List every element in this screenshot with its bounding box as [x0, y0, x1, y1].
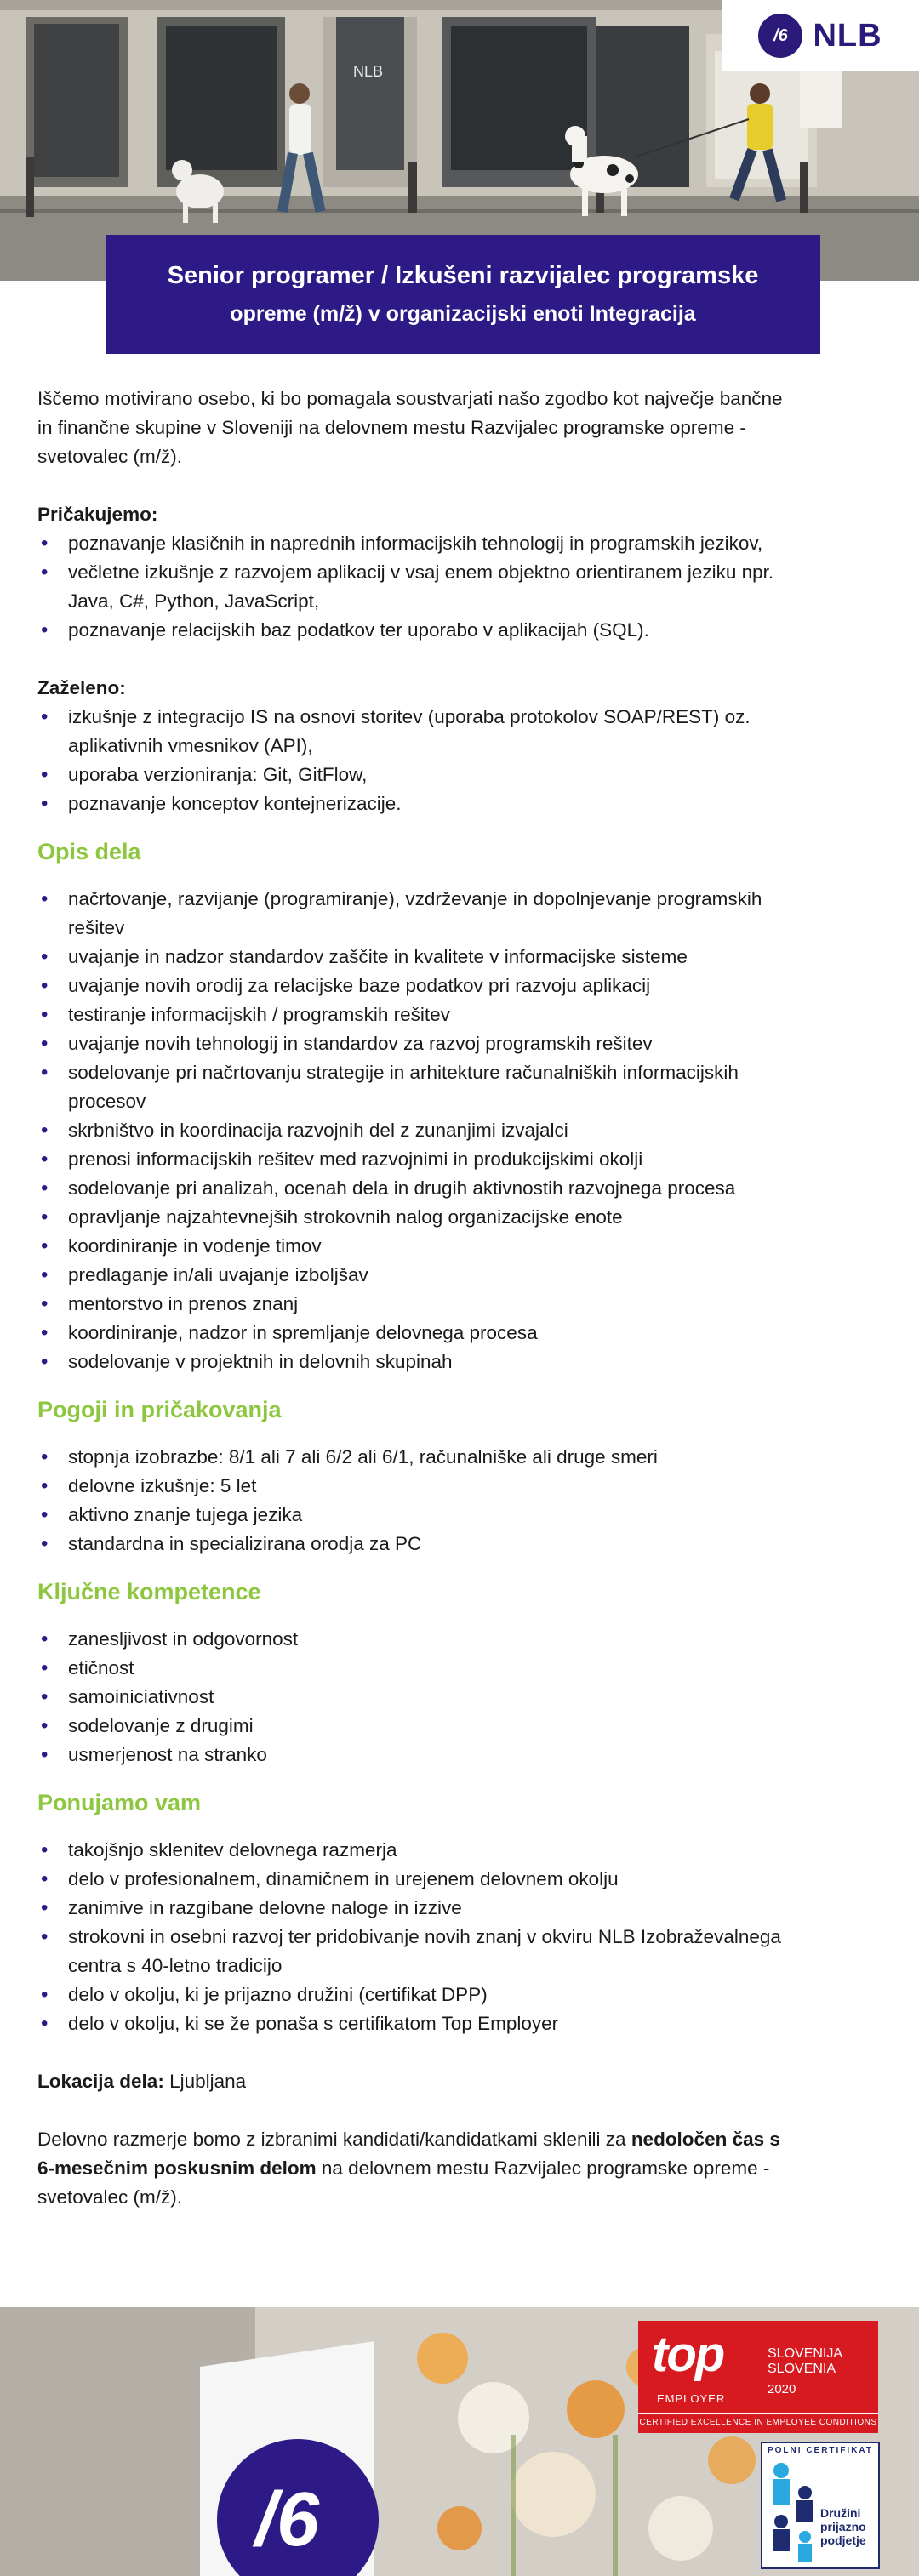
list-item: • zanesljivost in odgovornost — [37, 1625, 885, 1654]
nlb-logo-mark: /6 — [758, 14, 802, 58]
list-item: • večletne izkušnje z razvojem aplikacij v vsaj enem objektno orientiranem jeziku npr. — [37, 558, 885, 587]
list-item-text: Java, C#, Python, JavaScript, — [68, 590, 320, 612]
section-heading-conditions: Pogoji in pričakovanja — [37, 1397, 282, 1422]
intro-line: in finančne skupine v Sloveniji na delovnem mestu Razvijalec programske opreme - — [37, 417, 746, 438]
list-item: • sodelovanje pri analizah, ocenah dela in drugih aktivnostih razvojnega procesa — [37, 1174, 885, 1203]
closing-bold-text: 6-mesečnim poskusnim delom — [37, 2157, 317, 2179]
list-item: • uvajanje in nadzor standardov zaščite in kvalitete v informacijske sisteme — [37, 943, 885, 972]
list-item: • delo v okolju, ki se že ponaša s certifikatom Top Employer — [37, 2009, 885, 2038]
closing-text: na delovnem mestu Razvijalec programske opreme - — [316, 2157, 770, 2179]
family-figures-icon — [764, 2459, 820, 2566]
job-title-line-2: opreme (m/ž) v organizacijski enoti Integracija — [230, 302, 696, 326]
list-item: • strokovni in osebni razvoj ter pridobivanje novih znanj v okviru NLB Izobraževalnega — [37, 1923, 885, 1952]
closing-line-2 — [37, 2154, 885, 2183]
list-item: • samoiniciativnost — [37, 1683, 885, 1712]
list-item: • etičnost — [37, 1654, 885, 1683]
list-item-text: centra s 40-letno tradicijo — [68, 1955, 283, 1976]
cert-text — [820, 2506, 866, 2547]
list-item: • koordiniranje in vodenje timov — [37, 1232, 885, 1261]
closing-bold-text: nedoločen čas s — [631, 2129, 780, 2150]
offer-list — [37, 1836, 885, 2038]
list-item: • aktivno znanje tujega jezika — [37, 1501, 885, 1530]
list-item: • predlaganje in/ali uvajanje izboljšav — [37, 1261, 885, 1290]
section-heading-job-description: Opis dela — [37, 839, 141, 864]
section-heading-offer: Ponujamo vam — [37, 1790, 202, 1815]
expectations-list — [37, 529, 885, 645]
desired-list — [37, 703, 885, 818]
cert-line: podjetje — [820, 2533, 866, 2547]
top-country-si: SLOVENIJA — [768, 2346, 843, 2361]
section-heading-competences: Ključne kompetence — [37, 1579, 261, 1604]
list-item: • testiranje informacijskih / programskih rešitev — [37, 1000, 885, 1029]
list-item-continuation — [37, 587, 885, 616]
list-item: • takojšnjo sklenitev delovnega razmerja — [37, 1836, 885, 1865]
list-item: • izkušnje z integracijo IS na osnovi storitev (uporaba protokolov SOAP/REST) oz. — [37, 703, 885, 732]
list-item: • poznavanje konceptov kontejnerizacije. — [37, 789, 885, 818]
intro-line: svetovalec (m/ž). — [37, 446, 183, 467]
closing-line-3: svetovalec (m/ž). — [37, 2186, 183, 2208]
list-item: • poznavanje relacijskih baz podatkov ter uporabo v aplikacijah (SQL). — [37, 616, 885, 645]
list-item-text: aplikativnih vmesnikov (API), — [68, 735, 313, 756]
nlb-logo — [722, 0, 919, 71]
list-item-continuation — [37, 1952, 885, 1980]
location-label: Lokacija dela: — [37, 2071, 164, 2092]
top-employer-label: EMPLOYER — [657, 2392, 726, 2405]
list-item: • delo v profesionalnem, dinamičnem in urejenem delovnem okolju — [37, 1865, 885, 1894]
top-country — [768, 2346, 842, 2377]
list-item: • standardna in specializirana orodja za PC — [37, 1530, 885, 1559]
list-item: • načrtovanje, razvijanje (programiranje), vzdrževanje in dopolnjevanje programskih — [37, 885, 885, 914]
list-item: • prenosi informacijskih rešitev med razvojnimi in produkcijskimi okolji — [37, 1145, 885, 1174]
banner-sign: NLB — [353, 63, 384, 80]
job-title-line-1: Senior programer / Izkušeni razvijalec programske — [167, 262, 759, 289]
top-tagline: CERTIFIED EXCELLENCE IN EMPLOYEE CONDITIONS — [638, 2413, 878, 2431]
list-item: • sodelovanje pri načrtovanju strategije in arhitekture računalniških informacijskih — [37, 1058, 885, 1087]
location-value: Ljubljana — [169, 2071, 247, 2092]
list-item-text: procesov — [68, 1091, 146, 1112]
footer-logo-mark: /6 — [255, 2477, 320, 2562]
list-item: • usmerjenost na stranko — [37, 1741, 885, 1770]
list-item-continuation — [37, 914, 885, 943]
cert-line: prijazno — [820, 2520, 866, 2533]
closing-line-1 — [37, 2125, 885, 2154]
competences-list — [37, 1625, 885, 1770]
cert-title: POLNI CERTIFIKAT — [767, 2446, 874, 2455]
job-description-body — [37, 385, 885, 2212]
list-item-continuation — [37, 1087, 885, 1116]
list-item: • delo v okolju, ki je prijazno družini (certifikat DPP) — [37, 1980, 885, 2009]
top-country-en: SLOVENIA — [768, 2362, 836, 2376]
list-item-text: rešitev — [68, 917, 125, 938]
job-title-banner — [106, 235, 820, 354]
list-item: • poznavanje klasičnih in naprednih informacijskih tehnologij in programskih jezikov, — [37, 529, 885, 558]
intro-line: Iščemo motivirano osebo, ki bo pomagala soustvarjati našo zgodbo kot največje bančne — [37, 388, 783, 409]
cert-line: Družini — [820, 2506, 861, 2520]
expectations-heading: Pričakujemo: — [37, 504, 158, 525]
list-item: • opravljanje najzahtevnejših strokovnih nalog organizacijske enote — [37, 1203, 885, 1232]
location-line — [37, 2067, 885, 2096]
list-item: • sodelovanje z drugimi — [37, 1712, 885, 1741]
family-friendly-certificate — [761, 2442, 880, 2569]
list-item-continuation — [37, 732, 885, 761]
list-item: • stopnja izobrazbe: 8/1 ali 7 ali 6/2 ali 6/1, računalniške ali druge smeri — [37, 1443, 885, 1472]
conditions-list — [37, 1443, 885, 1559]
closing-text: Delovno razmerje bomo z izbranimi kandidati/kandidatkami sklenili za — [37, 2129, 631, 2150]
top-employer-badge — [638, 2321, 878, 2433]
top-year: 2020 — [768, 2382, 796, 2396]
list-item: • zanimive in razgibane delovne naloge in izzive — [37, 1894, 885, 1923]
list-item: • uvajanje novih tehnologij in standardov za razvoj programskih rešitev — [37, 1029, 885, 1058]
list-item: • sodelovanje v projektnih in delovnih skupinah — [37, 1348, 885, 1376]
nlb-logo-text: NLB — [813, 17, 882, 54]
list-item: • uvajanje novih orodij za relacijske baze podatkov pri razvoju aplikacij — [37, 972, 885, 1000]
list-item: • skrbništvo in koordinacija razvojnih del z zunanjimi izvajalci — [37, 1116, 885, 1145]
job-description-list — [37, 885, 885, 1376]
list-item: • koordiniranje, nadzor in spremljanje delovnega procesa — [37, 1319, 885, 1348]
list-item: • uporaba verzioniranja: Git, GitFlow, — [37, 761, 885, 789]
desired-heading: Zaželeno: — [37, 677, 126, 698]
list-item: • mentorstvo in prenos znanj — [37, 1290, 885, 1319]
top-logo-word: top — [652, 2327, 724, 2382]
list-item: • delovne izkušnje: 5 let — [37, 1472, 885, 1501]
